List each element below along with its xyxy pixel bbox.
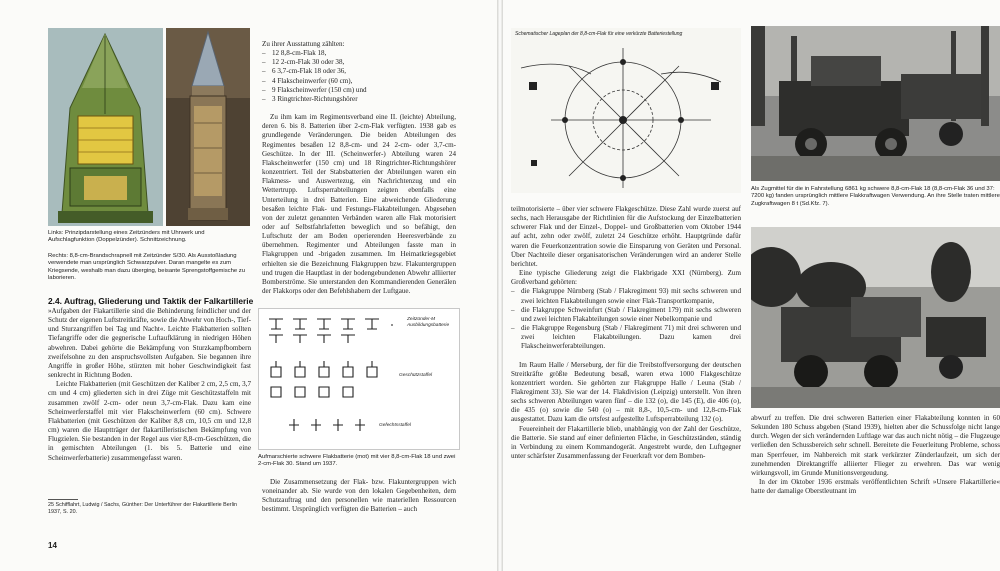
- left-column-2: [262, 40, 456, 296]
- paragraph: Im Raum Halle / Merseburg, der für die Treibstoffversorgung der deutschen Streitkräfte größte Bedeutung besaß, waren etwa 1000 Flakgeschütze konzentriert worden. Sie gehörten zur Flakgruppe Halle / Leuna (Stab / Flakregiment 33). Sie war der 14. Flakdivision (Leipzig) unterstellt. Von ihren sechs schweren Abteilungen waren fünf – die 132 (o), die 145 (E), die 406 (o), die 435 (o) sowie die 540 (o) – mit 8,8-, 10,5-cm- und 12,8-cm-Flak ausgestattet. Dazu kam die ortsfest aufgestellte Luftsperrabteilung 132 (o).: [511, 360, 741, 424]
- site-plan-title: Schematischer Lageplan der 8,8-cm-Flak für eine verkürzte Batteriestellung: [515, 31, 683, 37]
- list-item: – 6 3,7-cm-Flak 18 oder 36,: [262, 67, 456, 76]
- footnote-text: Schifflahrt, Ludwig / Sachs, Günther: Der Unterführer der Flakartillerie Berlin 1937, S. 20.: [48, 502, 237, 515]
- shell-caption: Rechts: 8,8-cm-Brandschrapnell mit Zeitzünder S/30. Als Ausstoßladung verwendete man ursprünglich Schwarzpulver. Daran mangelte es zum Kriegsende, weshalb man dazu überging, beisante Sprengstoffgemische zu laborieren.: [48, 253, 246, 282]
- left-page: [0, 0, 497, 571]
- list-item: – 12 8,8-cm-Flak 18,: [262, 49, 456, 58]
- fuse-caption: Links: Prinzipdarstellung eines Zeitzünders mit Uhrwerk und Aufschlagfunktion (Doppelzünder). Schnittzeichnung.: [48, 230, 205, 244]
- list-item: – 12 2-cm-Flak 30 oder 38,: [262, 58, 456, 67]
- equipment-list: [262, 49, 456, 104]
- brigade-list: [511, 287, 741, 351]
- section-heading: 2.4. Auftrag, Gliederung und Taktik der Falkartillerie: [48, 296, 254, 306]
- diagram-label: Gefechtsstaffel: [379, 423, 411, 428]
- gun-symbol-row-1: [269, 319, 379, 343]
- left-column-2-bottom: [262, 478, 456, 515]
- right-column-2: [751, 414, 1000, 496]
- truck-caption: Als Zugmittel für die in Fahrstellung 6861 kg schwere 8,8-cm-Flak 18 (8,8-cm-Flak 36 und 37: 7200 kg) fanden ursprünglich mittlere Flakkraftwagen Verwendung. An ihre Stelle traten mittlere Zugkraftwagen 8 t (Sd.Kfz. 7).: [751, 186, 1000, 207]
- list-item: – 4 Flakscheinwerfer (60 cm),: [262, 77, 456, 86]
- paragraph: Feuereinheit der Flakartillerie blieb, unabhängig von der Zahl der Geschütze, die Batterie. Sie stand auf einer definierten Fläche, in Geschützständen, ständig in Verbindung zu einem Kommandogerät. Angestrebt wurde, den Luftgegner unter schärfster Zusammenfassung der Feuerkraft vor dem Bomben-: [511, 424, 741, 461]
- diagram-label: Zeitzünder-M Ausbildungsbatterie: [407, 317, 450, 328]
- flak-column-photo: [751, 227, 1000, 408]
- paragraph: Eine typische Gliederung zeigt die Flakbrigade XXI (Nürnberg). Zum Großverband gehörten:: [511, 269, 741, 287]
- page-number-left: 14: [48, 541, 57, 550]
- list-item: – 3 Ringtrichter-Richtungshörer: [262, 95, 456, 104]
- list-item: – die Flakgruppe Schweinfurt (Stab / Flakregiment 179) mit sechs schweren und zwei leichten Flakabteilungen sowie einer Nebelkompanie und: [511, 306, 741, 324]
- fuse-schematic-image: [48, 28, 163, 226]
- list-item: – die Flakgruppe Regensburg (Stab / Flakregiment 71) mit drei schweren und zwei leichten Flakabteilungen. Dazu kamen drei Flakscheinwerferabteilungen.: [511, 324, 741, 351]
- left-column-1: [48, 307, 251, 463]
- battery-formation-diagram: [258, 308, 460, 450]
- right-page: [503, 0, 1000, 571]
- footnote: [48, 502, 248, 516]
- paragraph: abwurf zu treffen. Die drei schweren Batterien einer Flakabteilung konnten in 60 Sekunden 180 Schuss abgeben (Stand 1939), hielten aber die Schussfolge nicht lange durch. Wegen der sich verändernden Luftlage war das auch nicht nötig – die Flugzeuge verließen den Schussbereich sehr schnell. Bereitete die Feuerleitung Probleme, schoss man Sperrfeuer, im Nahbereich mit stark verkürzter Zünderlaufzeit, um sich der zunehmenden Direktangriffe alliierter Flieger zu erwehren. Das war wenig wirkungsvoll, im Grunde Munitionsvergeudung.: [751, 414, 1000, 477]
- footnote-mark: 25: [48, 502, 54, 508]
- footnote-rule: [48, 499, 78, 500]
- paragraph: Zu ihm kam im Regimentsverband eine II. (leichte) Abteilung, deren 6. bis 8. Batterien über 2-cm-Flak verfügten. 1938 gab es grundlegende Veränderungen. Die beiden Abteilungen des Regimentes besaßen 12 8,8-cm- und 24 2-cm- oder 3,7-cm-Geschütze. In der III. (Scheinwerfer-) Abteilung waren 24 Flakscheinwerfer (150 cm) und 18 Ringtrichter-Richtungshörer konzentriert. Teil der Stabsbatterien der Abteilungen waren ein Flakmess- und Auswertezug, ein Nachrichtenzug und ein Wettertrupp. Luftsperrabteilungen zeigten ebenfalls eine Unterteilung in drei Batterien. Eine abweichende Gliederung besaßen leichte Flak- und Festungs-Flakabteilungen. Abgesehen von der zuletzt genannten Verbänden waren alle Flak motorisiert oder auf Selbstfahrlafetten beweglich und so befähigt, den Luftschutz der am Boden operierenden Heeresverbände zu übernehmen. Regimenter und Abteilungen fasste man in Flakgruppen und -brigaden zusammen. Im Heimatkriegsgebiet erhielten sie die Bezeichnung Flakgruppen bzw. Flakuntergruppen und trugen die Hauptlast in der bodengebundenen Abwehr alliierter Bomberströme. Sie unterstanden den Kommandierenden Generälen der Flakkorps oder den Befehlshabern der Luftgaue.: [262, 113, 456, 296]
- diagram-caption: Aufmarschierte schwere Flakbatterie (mot) mit vier 8,8-cm-Flak 18 und zwei 2-cm-Flak 30. Stand um 1937.: [258, 454, 456, 468]
- diagram-label: Geschützstaffel: [399, 373, 433, 378]
- gun-symbol-row-2: [271, 361, 377, 397]
- paragraph: teilmotorisierte – über vier schwere Flakgeschütze. Diese Zahl wurde zuerst auf sechs, nach Herausgabe der Richtlinien für die Aufstockung der Einzelbatterien schwerer Flak und der Einzel-, Doppel- und Großbatterien vom Oktober 1944 auf acht, zehn oder zwölf, zuletzt 24 Geschütze erhöht. Hauptgründe dafür waren die Feuerkonzentration sowie die Einsparung von Geräten und Personal. Über Nachteile dieser organisatorischen Veränderungen wird an anderer Stelle berichtet.: [511, 205, 741, 268]
- flak-truck-photo: [751, 26, 1000, 181]
- right-column-1: [511, 205, 741, 461]
- paragraph: Leichte Flakbatterien (mit Geschützen der Kaliber 2 cm, 2,5 cm, 3,7 cm und 4 cm) gliederten sich in drei Züge mit Geschützstaffeln mit zusammen zwölf 2-cm- oder neun 3,7-cm-Flak. Dazu kam eine Scheinwerferstaffel mit vier Flakscheinwerfern (60 cm). Schwere Flakbatterien (mit Geschützen der Kaliber 8,8 cm, 10,5 cm und 12,8 cm) waren die Hauptträger der flakartilleristischen Bekämpfung von Flugzielen. Sie bestanden in der Regel aus vier 8,8-cm-Geschützen, die in gemischten Abteilungen (1. bis 5. Batterie und eine Scheinwerferbatterie) zusammengefasst waren.: [48, 380, 251, 462]
- paragraph: Die Zusammensetzung der Flak- bzw. Flakuntergruppen wich voneinander ab. Sie wurde von den lokalen Gegebenheiten, dem Schutzauftrag und den personellen wie materiellen Ressourcen bestimmt. Ursprünglich verfügten die Batterien – auch: [262, 478, 456, 514]
- list-item: – 9 Flakscheinwerfer (150 cm) und: [262, 86, 456, 95]
- list-item: – die Flakgruppe Nürnberg (Stab / Flakregiment 93) mit sechs schweren und zwei leichten Flakabteilungen sowie einer Flak-Transportkompanie,: [511, 287, 741, 305]
- site-plan-diagram: [511, 28, 741, 193]
- paragraph: In der im Oktober 1936 erstmals veröffentlichten Schrift »Unsere Flakartillerie« hatte der damalige Oberstleutnant im: [751, 478, 1000, 496]
- gun-symbol-row-3: [289, 419, 365, 431]
- paragraph: »Aufgaben der Flakartillerie sind die Behinderung feindlicher und der Schutz der eigenen Luftstreitkräfte, sowie die Abwehr von Hoch-, Tief- und Sturzangriffen bei Tag und Nacht«. Leichte Flakbatterien sollten Tiefangriffe oder die gegnerische Luftaufklärung in niedrigen Höhen abwehren. Dabei gehörte die Bekämpfung von Sturzkampfbombern zweifelsohne zu den anspruchsvollsten Aufgaben. Sie begannen ihre Angriffe in großer Höhe, stürzten mit hoher Geschwindigkeit fast senkrecht in Richtung Boden.: [48, 307, 251, 380]
- shrapnel-shell-photo: [166, 28, 250, 226]
- list-intro: Zu ihrer Ausstattung zählten:: [262, 40, 345, 48]
